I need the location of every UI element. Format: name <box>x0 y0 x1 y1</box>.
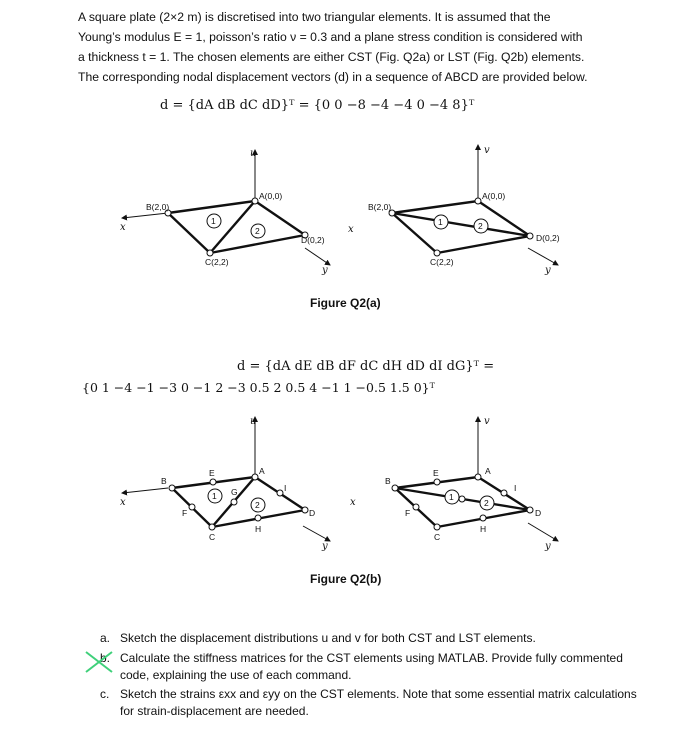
question-c-marker: c. <box>100 687 110 701</box>
displacement-vector-lst-line2: {0 1 −4 −1 −3 0 −1 2 −3 0.5 2 0.5 4 −1 1 −0.5 1.5 0}ᵀ <box>82 380 435 395</box>
question-a-text: Sketch the displacement distributions u and v for both CST and LST elements. <box>120 631 536 645</box>
element-1-label: 1 <box>211 216 216 226</box>
axis-v-label-b: v <box>484 416 490 427</box>
displacement-vector-cst: d = {dA dB dC dD}ᵀ = {0 0 −8 −4 −4 0 −4 8}ᵀ <box>160 98 475 113</box>
element-2-label: 2 <box>255 226 260 236</box>
lst-node-c-right: C <box>434 532 441 542</box>
check-mark-icon <box>82 648 122 678</box>
lst-node-a-right: A <box>485 466 491 476</box>
question-b <box>100 650 640 684</box>
node-b-label-right: B(2,0) <box>368 202 392 212</box>
node-d-label: D(0,2) <box>301 235 325 245</box>
lst-node-d-right: D <box>535 508 542 518</box>
node-c-label-right: C(2,2) <box>430 257 454 267</box>
node-a-label: A(0,0) <box>259 191 283 201</box>
lst-element-2-right: 2 <box>484 498 489 508</box>
node-a-label-right: A(0,0) <box>482 191 506 201</box>
question-b-marker: b. <box>100 651 111 665</box>
lst-node-g: G <box>231 487 238 497</box>
question-a <box>100 630 640 647</box>
lst-mesh-left <box>122 417 330 541</box>
lst-node-c: C <box>209 532 216 542</box>
axis-x-label: x <box>120 222 126 233</box>
lst-node-e: E <box>209 468 215 478</box>
lst-node-e-right: E <box>433 468 439 478</box>
element-1-label-right: 1 <box>438 217 443 227</box>
intro-line-1: A square plate (2×2 m) is discretised into two triangular elements. It is assumed that the <box>78 10 551 24</box>
lst-node-f-right: F <box>405 508 411 518</box>
node-d-label-right: D(0,2) <box>536 233 560 243</box>
question-c-text: Sketch the strains εxx and εyy on the CST elements. Note that some essential matrix calculations for strain-displacement are needed. <box>120 687 637 718</box>
cst-mesh-right <box>389 145 558 265</box>
question-c <box>100 686 640 720</box>
axis-y-label-right: y <box>545 265 551 276</box>
lst-node-f: F <box>182 508 188 518</box>
node-b-label: B(2,0) <box>146 202 170 212</box>
displacement-vector-lst-line1: d = {dA dE dB dF dC dH dD dI dG}ᵀ = <box>237 359 495 374</box>
intro-line-4: The corresponding nodal displacement vectors (d) in a sequence of ABCD are provided below. <box>78 70 588 84</box>
figure-q2a-caption: Figure Q2(a) <box>310 296 381 310</box>
axis-u-label: u <box>250 148 257 159</box>
lst-node-a: A <box>259 466 265 476</box>
lst-node-h: H <box>255 524 262 534</box>
axis-y-label-b-right: y <box>545 541 551 552</box>
lst-node-i-right: I <box>514 483 517 493</box>
intro-line-3: a thickness t = 1. The chosen elements are either CST (Fig. Q2a) or LST (Fig. Q2b) elements. <box>78 50 585 64</box>
question-b-text: Calculate the stiffness matrices for the CST elements using MATLAB. Provide fully commented code, explaining the use of each command. <box>120 651 623 682</box>
lst-element-1: 1 <box>212 491 217 501</box>
axis-x-label-right: x <box>348 224 354 235</box>
lst-element-1-right: 1 <box>449 492 454 502</box>
axis-y-label: y <box>322 265 328 276</box>
lst-node-b: B <box>161 476 167 486</box>
intro-line-2: Young’s modulus E = 1, poisson’s ratio ν = 0.3 and a plane stress condition is considered with <box>78 30 583 44</box>
lst-node-b-right: B <box>385 476 391 486</box>
axis-y-label-b: y <box>322 541 328 552</box>
lst-node-h-right: H <box>480 524 487 534</box>
lst-element-2: 2 <box>255 500 260 510</box>
element-2-label-right: 2 <box>478 221 483 231</box>
lst-node-i: I <box>284 483 287 493</box>
question-a-marker: a. <box>100 631 111 645</box>
axis-v-label: v <box>484 145 490 156</box>
lst-node-d: D <box>309 508 316 518</box>
figure-q2b-caption: Figure Q2(b) <box>310 572 382 586</box>
node-c-label: C(2,2) <box>205 257 229 267</box>
axis-x-label-b: x <box>120 497 126 508</box>
lst-mesh-right <box>392 417 558 541</box>
axis-u-label-b: u <box>250 416 257 427</box>
axis-x-label-b-right: x <box>350 497 356 508</box>
